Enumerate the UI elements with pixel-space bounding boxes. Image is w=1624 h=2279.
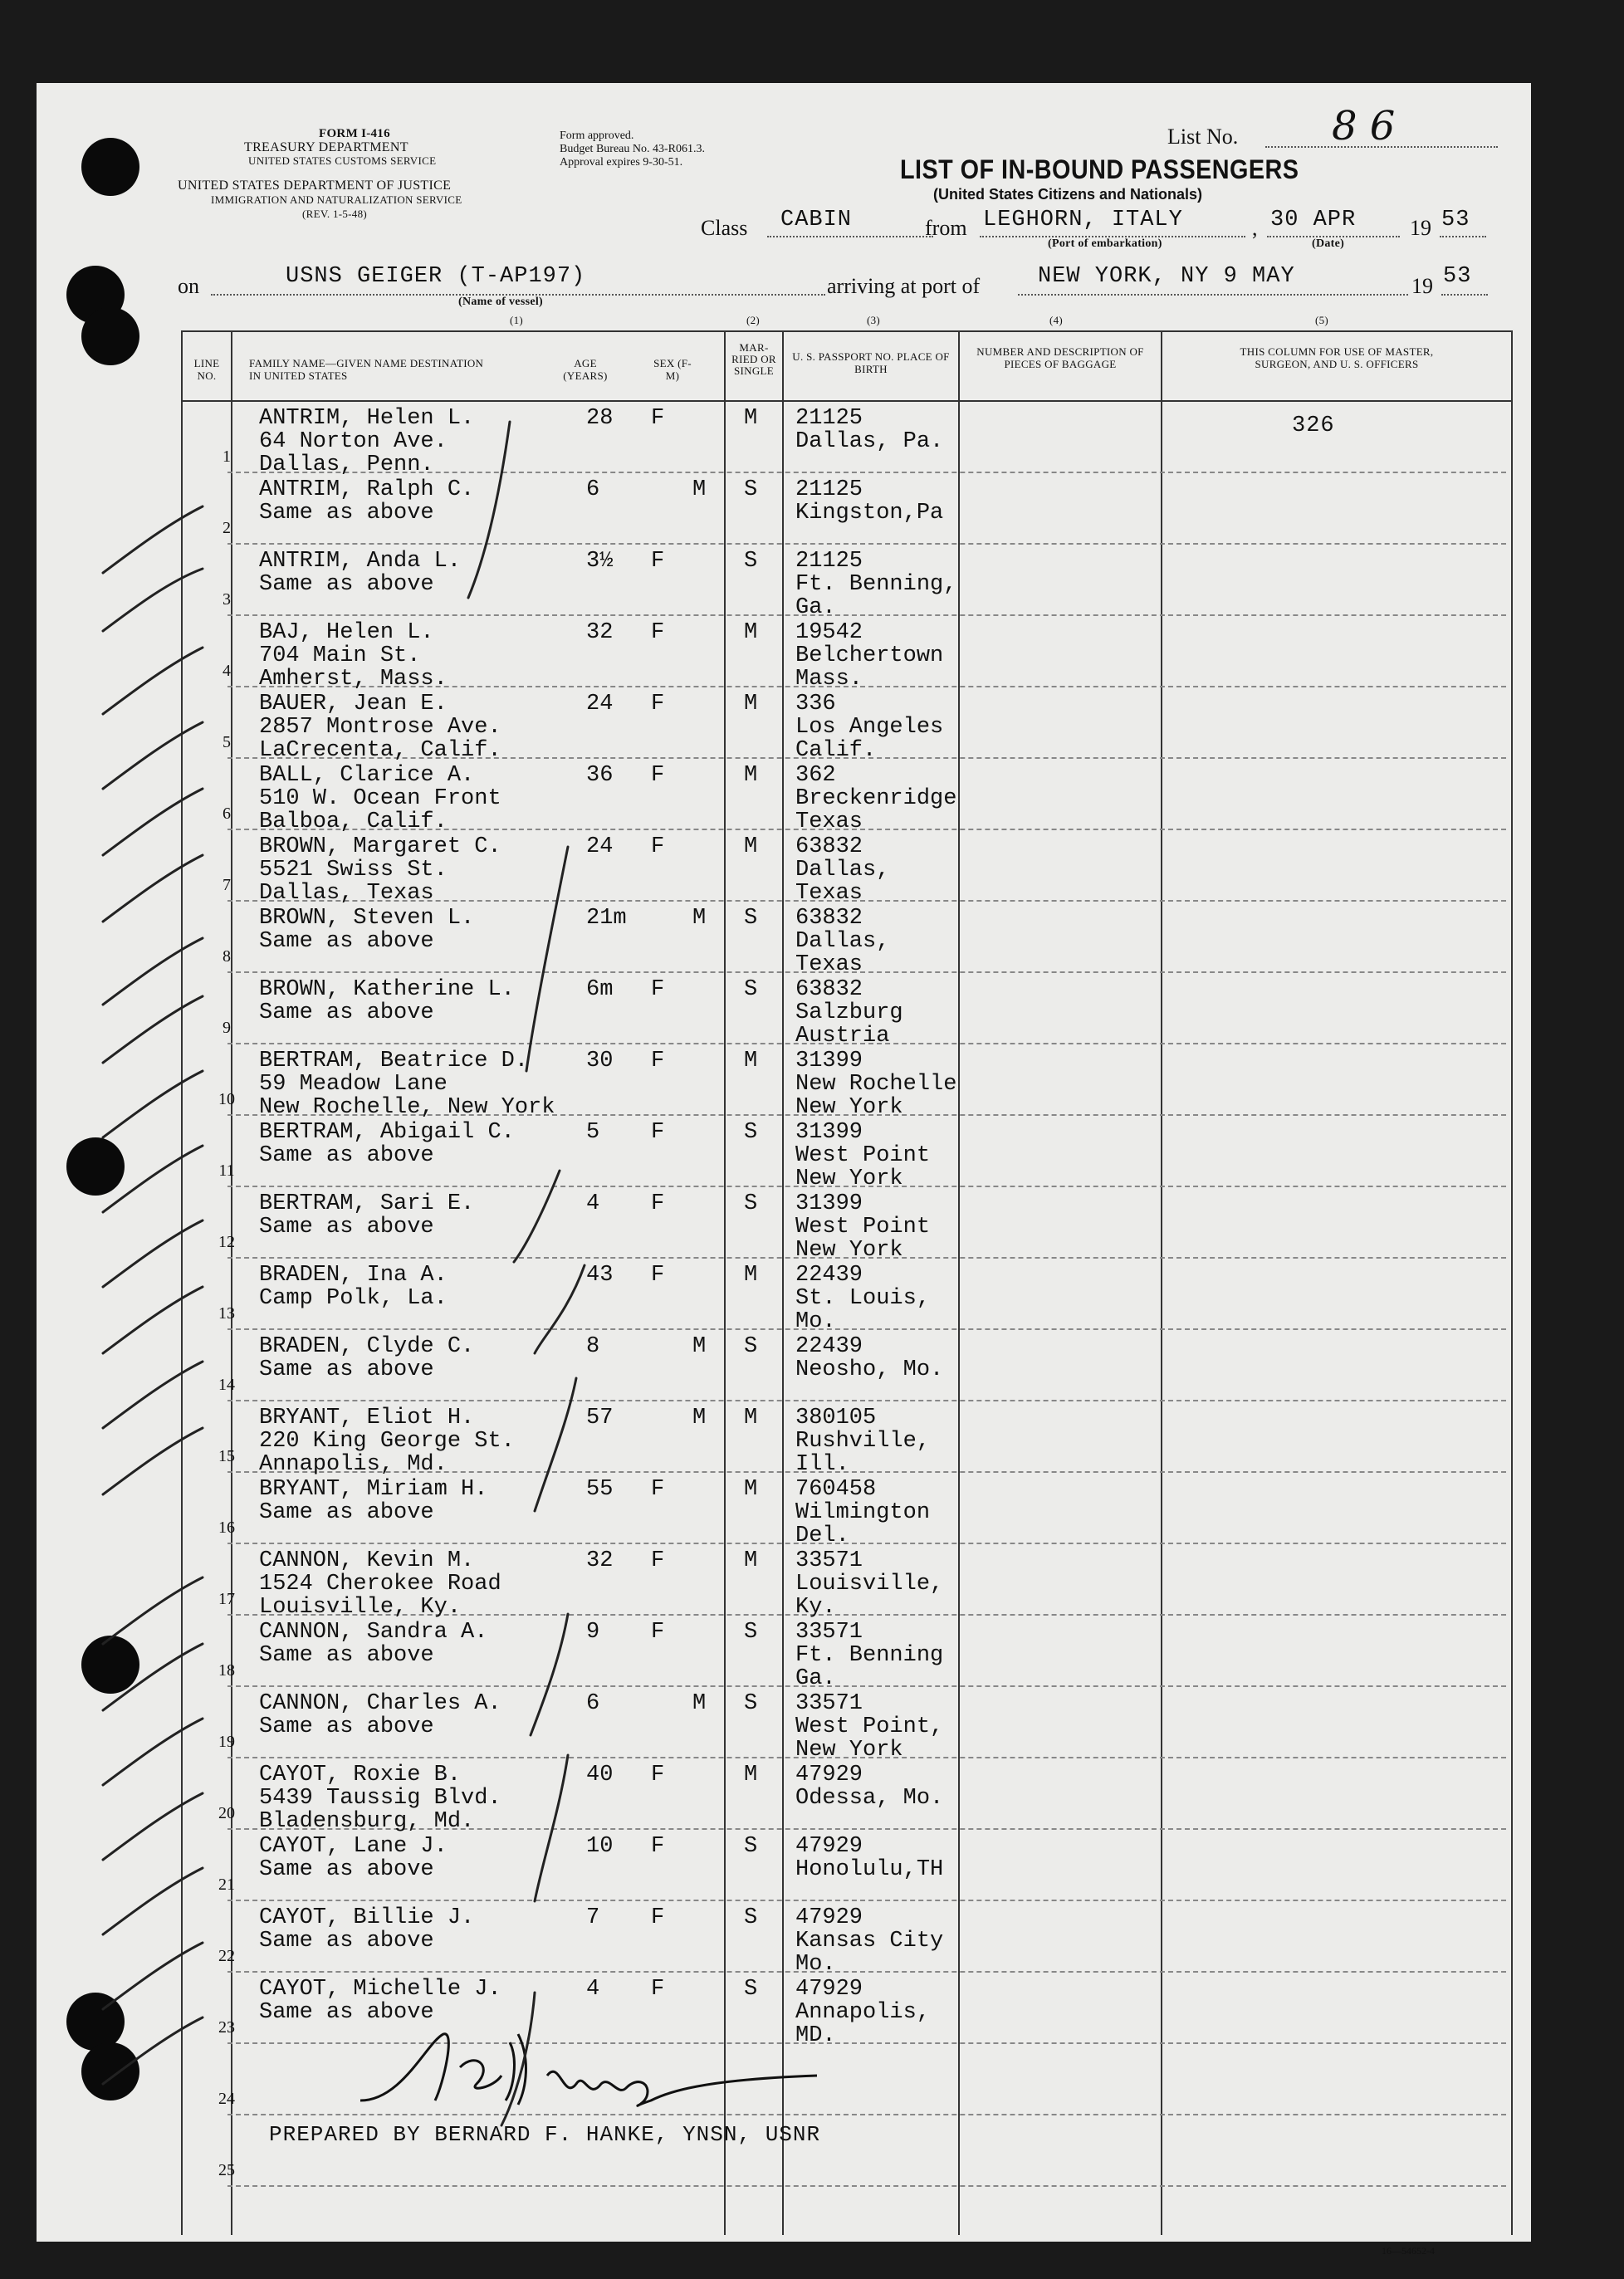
name-line: LaCrecenta, Calif. bbox=[259, 738, 501, 763]
row-line-number: 19 bbox=[218, 1733, 235, 1751]
passport-line: Del. bbox=[795, 1523, 849, 1548]
passenger-sex: F bbox=[651, 1834, 665, 1859]
passenger-sex: F bbox=[651, 1120, 665, 1145]
passenger-sex: F bbox=[651, 763, 665, 788]
passenger-sex: F bbox=[651, 1977, 665, 2002]
name-line: BRYANT, Miriam H. bbox=[259, 1477, 488, 1502]
row-line-number: 18 bbox=[218, 1661, 235, 1680]
passport-line: West Point, bbox=[795, 1714, 944, 1739]
passport-line: Austria bbox=[795, 1024, 890, 1049]
passport-line: 22439 bbox=[795, 1334, 863, 1359]
passport-line: Ky. bbox=[795, 1595, 836, 1620]
class-label: Class bbox=[701, 216, 748, 240]
name-line: Same as above bbox=[259, 1357, 434, 1382]
passport-line: Dallas, bbox=[795, 858, 890, 883]
passenger-marital-status: S bbox=[744, 1120, 758, 1145]
name-line: ANTRIM, Ralph C. bbox=[259, 477, 475, 502]
row-line-number: 15 bbox=[218, 1447, 235, 1465]
name-line: BRADEN, Ina A. bbox=[259, 1263, 448, 1288]
row-line-number: 2 bbox=[223, 519, 231, 537]
name-line: CAYOT, Lane J. bbox=[259, 1834, 448, 1859]
passenger-sex: F bbox=[651, 834, 665, 859]
name-line: Same as above bbox=[259, 1215, 434, 1240]
row-line-number: 7 bbox=[223, 876, 231, 894]
passport-line: 63832 bbox=[795, 977, 863, 1002]
row-line-number: 24 bbox=[218, 2090, 235, 2108]
name-line: Annapolis, Md. bbox=[259, 1452, 448, 1477]
embark-value: LEGHORN, ITALY bbox=[983, 208, 1183, 232]
passenger-age: 32 bbox=[586, 620, 614, 645]
form-sheet bbox=[37, 83, 1531, 2257]
passenger-age: 4 bbox=[586, 1191, 600, 1216]
passport-line: Honolulu,TH bbox=[795, 1857, 944, 1882]
name-line: CAYOT, Michelle J. bbox=[259, 1977, 501, 2002]
name-line: BERTRAM, Abigail C. bbox=[259, 1120, 515, 1145]
row-line-number: 17 bbox=[218, 1590, 235, 1608]
col-num-3: (3) bbox=[867, 314, 881, 326]
row-line-number: 14 bbox=[218, 1376, 235, 1394]
passport-line: Salzburg bbox=[795, 1000, 903, 1025]
passenger-age: 5 bbox=[586, 1120, 600, 1145]
name-line: BROWN, Margaret C. bbox=[259, 834, 501, 859]
passport-line: 380105 bbox=[795, 1406, 877, 1430]
name-line: Same as above bbox=[259, 501, 434, 526]
approval-line-3: Approval expires 9-30-51. bbox=[560, 156, 683, 169]
name-line: Same as above bbox=[259, 1143, 434, 1168]
col-num-2: (2) bbox=[746, 314, 761, 326]
passenger-sex: F bbox=[651, 1548, 665, 1573]
passport-line: MD. bbox=[795, 2023, 836, 2048]
form-subtitle: (United States Citizens and Nationals) bbox=[933, 186, 1203, 203]
revision: (REV. 1-5-48) bbox=[302, 208, 368, 220]
name-line: CAYOT, Billie J. bbox=[259, 1905, 475, 1930]
name-line: Camp Polk, La. bbox=[259, 1286, 448, 1311]
passport-line: 31399 bbox=[795, 1191, 863, 1216]
row-line-number: 3 bbox=[223, 590, 231, 609]
header-passport: U. S. PASSPORT NO. PLACE OF BIRTH bbox=[792, 350, 950, 375]
header-officers: THIS COLUMN FOR USE OF MASTER, SURGEON, AND U. S. OFFICERS bbox=[1240, 345, 1434, 370]
name-line: 510 W. Ocean Front bbox=[259, 786, 501, 811]
passport-line: 63832 bbox=[795, 906, 863, 931]
name-line: Same as above bbox=[259, 1714, 434, 1739]
passport-line: Belchertown bbox=[795, 643, 944, 668]
year-prefix-2: 19 bbox=[1411, 274, 1433, 298]
passenger-age: 10 bbox=[586, 1834, 614, 1859]
passport-line: Mo. bbox=[795, 1952, 836, 1977]
passenger-sex: M bbox=[692, 906, 707, 931]
name-line: 59 Meadow Lane bbox=[259, 1072, 448, 1097]
passenger-age: 3½ bbox=[586, 549, 614, 574]
passenger-sex: F bbox=[651, 1191, 665, 1216]
passenger-marital-status: S bbox=[744, 1191, 758, 1216]
list-no-value: 8 6 bbox=[1332, 103, 1396, 149]
name-line: Balboa, Calif. bbox=[259, 809, 448, 834]
header-sex: SEX (F-M) bbox=[653, 357, 692, 382]
name-line: Same as above bbox=[259, 572, 434, 597]
passenger-age: 24 bbox=[586, 834, 614, 859]
passport-line: Mass. bbox=[795, 667, 863, 692]
passenger-age: 57 bbox=[586, 1406, 614, 1430]
name-line: Same as above bbox=[259, 1857, 434, 1882]
header-married: MAR-RIED OR SINGLE bbox=[731, 341, 776, 377]
name-line: BERTRAM, Sari E. bbox=[259, 1191, 475, 1216]
name-line: Louisville, Ky. bbox=[259, 1595, 462, 1620]
row-line-number: 22 bbox=[218, 1947, 235, 1965]
passenger-marital-status: S bbox=[744, 1834, 758, 1859]
name-line: New Rochelle, New York bbox=[259, 1095, 555, 1120]
from-label: from bbox=[925, 216, 967, 240]
name-line: Same as above bbox=[259, 1500, 434, 1525]
passenger-sex: F bbox=[651, 406, 665, 431]
row-line-number: 16 bbox=[218, 1519, 235, 1537]
row-line-number: 20 bbox=[218, 1804, 235, 1822]
name-line: CANNON, Charles A. bbox=[259, 1691, 501, 1716]
row-line-number: 5 bbox=[223, 733, 231, 751]
comma: , bbox=[1252, 216, 1258, 240]
col-num-4: (4) bbox=[1049, 314, 1064, 326]
name-line: Dallas, Texas bbox=[259, 881, 434, 906]
passport-line: Texas bbox=[795, 809, 863, 834]
passport-line: 336 bbox=[795, 692, 836, 716]
form-number: FORM I-416 bbox=[319, 127, 390, 140]
passenger-age: 32 bbox=[586, 1548, 614, 1573]
passport-line: 22439 bbox=[795, 1263, 863, 1288]
row-line-number: 8 bbox=[223, 947, 231, 966]
passenger-marital-status: M bbox=[744, 1049, 758, 1073]
name-line: 1524 Cherokee Road bbox=[259, 1572, 501, 1597]
passenger-marital-status: M bbox=[744, 763, 758, 788]
name-line: 5439 Taussig Blvd. bbox=[259, 1786, 501, 1811]
passenger-age: 24 bbox=[586, 692, 614, 716]
name-line: CANNON, Kevin M. bbox=[259, 1548, 475, 1573]
passenger-marital-status: M bbox=[744, 1763, 758, 1787]
date-value: 30 APR bbox=[1270, 208, 1357, 232]
passport-line: 33571 bbox=[795, 1548, 863, 1573]
passenger-age: 8 bbox=[586, 1334, 600, 1359]
row-line-number: 6 bbox=[223, 804, 231, 823]
passenger-age: 28 bbox=[586, 406, 614, 431]
approval-line-1: Form approved. bbox=[560, 130, 634, 142]
passport-line: Ga. bbox=[795, 1666, 836, 1691]
col-num-1: (1) bbox=[510, 314, 524, 326]
passport-line: Ill. bbox=[795, 1452, 849, 1477]
name-line: 2857 Montrose Ave. bbox=[259, 715, 501, 740]
passenger-marital-status: M bbox=[744, 1477, 758, 1502]
passport-line: Neosho, Mo. bbox=[795, 1357, 944, 1382]
passport-line: Dallas, bbox=[795, 929, 890, 954]
form-code: 16—54652-4 bbox=[1382, 2245, 1435, 2257]
officer-note: 326 bbox=[1292, 413, 1335, 438]
passport-line: 21125 bbox=[795, 477, 863, 502]
name-line: BRADEN, Clyde C. bbox=[259, 1334, 475, 1359]
name-line: 220 King George St. bbox=[259, 1429, 515, 1454]
form-title: LIST OF IN-BOUND PASSENGERS bbox=[900, 154, 1299, 184]
name-line: Same as above bbox=[259, 1643, 434, 1668]
name-line: Same as above bbox=[259, 1000, 434, 1025]
on-label: on bbox=[178, 274, 199, 298]
date-caption: (Date) bbox=[1312, 237, 1345, 250]
passport-line: Kansas City bbox=[795, 1929, 944, 1954]
row-line-number: 1 bbox=[223, 447, 231, 466]
name-line: ANTRIM, Helen L. bbox=[259, 406, 475, 431]
passenger-sex: M bbox=[692, 477, 707, 502]
passenger-marital-status: M bbox=[744, 620, 758, 645]
name-line: Same as above bbox=[259, 929, 434, 954]
passenger-sex: F bbox=[651, 620, 665, 645]
passport-line: New York bbox=[795, 1738, 903, 1763]
name-line: BRYANT, Eliot H. bbox=[259, 1406, 475, 1430]
passport-line: Ft. Benning bbox=[795, 1643, 944, 1668]
passport-line: 47929 bbox=[795, 1763, 863, 1787]
passenger-age: 4 bbox=[586, 1977, 600, 2002]
passport-line: Kingston,Pa bbox=[795, 501, 944, 526]
row-line-number: 12 bbox=[218, 1233, 235, 1251]
name-line: CANNON, Sandra A. bbox=[259, 1620, 488, 1645]
row-line-number: 11 bbox=[218, 1162, 235, 1180]
passport-line: Annapolis, bbox=[795, 2000, 931, 2025]
passport-line: Los Angeles bbox=[795, 715, 944, 740]
row-line-number: 25 bbox=[218, 2161, 235, 2179]
customs-service: UNITED STATES CUSTOMS SERVICE bbox=[248, 154, 437, 167]
passenger-age: 9 bbox=[586, 1620, 600, 1645]
passenger-marital-status: S bbox=[744, 906, 758, 931]
name-line: BERTRAM, Beatrice D. bbox=[259, 1049, 529, 1073]
list-no-label: List No. bbox=[1167, 125, 1239, 149]
name-line: 704 Main St. bbox=[259, 643, 421, 668]
passenger-sex: F bbox=[651, 977, 665, 1002]
passenger-marital-status: M bbox=[744, 834, 758, 859]
vessel-caption: (Name of vessel) bbox=[458, 296, 543, 308]
header-name: FAMILY NAME—GIVEN NAME DESTINATION IN UNITED STATES bbox=[249, 357, 484, 382]
name-line: Bladensburg, Md. bbox=[259, 1809, 475, 1834]
passenger-sex: M bbox=[692, 1334, 707, 1359]
treasury-dept: TREASURY DEPARTMENT bbox=[244, 140, 408, 154]
name-line: Dallas, Penn. bbox=[259, 452, 434, 477]
passport-line: Texas bbox=[795, 952, 863, 977]
row-line-number: 23 bbox=[218, 2018, 235, 2037]
passport-line: 47929 bbox=[795, 1905, 863, 1930]
col-num-5: (5) bbox=[1315, 314, 1329, 326]
passport-line: Mo. bbox=[795, 1309, 836, 1334]
passenger-age: 7 bbox=[586, 1905, 600, 1930]
name-line: BALL, Clarice A. bbox=[259, 763, 475, 788]
name-line: ANTRIM, Anda L. bbox=[259, 549, 462, 574]
passport-line: Ga. bbox=[795, 595, 836, 620]
name-line: BROWN, Steven L. bbox=[259, 906, 475, 931]
row-line-number: 13 bbox=[218, 1304, 235, 1323]
passport-line: 63832 bbox=[795, 834, 863, 859]
passenger-sex: F bbox=[651, 1905, 665, 1930]
passport-line: New York bbox=[795, 1166, 903, 1191]
passenger-sex: M bbox=[692, 1406, 707, 1430]
passenger-sex: F bbox=[651, 1477, 665, 1502]
name-line: BROWN, Katherine L. bbox=[259, 977, 515, 1002]
passenger-age: 6 bbox=[586, 1691, 600, 1716]
passenger-sex: F bbox=[651, 1049, 665, 1073]
passenger-marital-status: S bbox=[744, 1977, 758, 2002]
passenger-marital-status: M bbox=[744, 406, 758, 431]
passenger-sex: F bbox=[651, 1763, 665, 1787]
passenger-age: 43 bbox=[586, 1263, 614, 1288]
passport-line: 21125 bbox=[795, 406, 863, 431]
passenger-marital-status: M bbox=[744, 1406, 758, 1430]
name-line: 5521 Swiss St. bbox=[259, 858, 448, 883]
passenger-sex: F bbox=[651, 549, 665, 574]
passport-line: Odessa, Mo. bbox=[795, 1786, 944, 1811]
vessel-value: USNS GEIGER (T-AP197) bbox=[286, 264, 586, 289]
passport-line: Ft. Benning, bbox=[795, 572, 957, 597]
prepared-by: PREPARED BY BERNARD F. HANKE, YNSN, USNR bbox=[269, 2122, 821, 2147]
passenger-marital-status: M bbox=[744, 1263, 758, 1288]
arrival-value: NEW YORK, NY 9 MAY bbox=[1038, 264, 1295, 289]
passport-line: Rushville, bbox=[795, 1429, 931, 1454]
passenger-age: 30 bbox=[586, 1049, 614, 1073]
passport-line: 47929 bbox=[795, 1977, 863, 2002]
passenger-age: 6 bbox=[586, 477, 600, 502]
passport-line: Dallas, Pa. bbox=[795, 429, 944, 454]
passport-line: 31399 bbox=[795, 1049, 863, 1073]
year-prefix-1: 19 bbox=[1410, 216, 1431, 240]
passport-line: 31399 bbox=[795, 1120, 863, 1145]
passenger-marital-status: S bbox=[744, 1334, 758, 1359]
name-line: Same as above bbox=[259, 2000, 434, 2025]
passenger-marital-status: S bbox=[744, 1905, 758, 1930]
header-age: AGE (YEARS) bbox=[563, 357, 608, 382]
year-value-2: 53 bbox=[1443, 264, 1472, 289]
passenger-marital-status: S bbox=[744, 1620, 758, 1645]
passport-line: New Rochelle bbox=[795, 1072, 957, 1097]
row-line-number: 9 bbox=[223, 1019, 231, 1037]
name-line: Amherst, Mass. bbox=[259, 667, 448, 692]
passport-line: Texas bbox=[795, 881, 863, 906]
passport-line: Breckenridge bbox=[795, 786, 957, 811]
passport-line: West Point bbox=[795, 1215, 931, 1240]
passenger-age: 36 bbox=[586, 763, 614, 788]
approval-line-2: Budget Bureau No. 43-R061.3. bbox=[560, 143, 705, 155]
year-value-1: 53 bbox=[1441, 208, 1470, 232]
justice-dept: UNITED STATES DEPARTMENT OF JUSTICE bbox=[178, 179, 452, 193]
passenger-sex: F bbox=[651, 1263, 665, 1288]
passport-line: 362 bbox=[795, 763, 836, 788]
passenger-age: 21m bbox=[586, 906, 627, 931]
passport-line: Wilmington bbox=[795, 1500, 931, 1525]
passport-line: New York bbox=[795, 1095, 903, 1120]
passport-line: Louisville, bbox=[795, 1572, 944, 1597]
passport-line: West Point bbox=[795, 1143, 931, 1168]
passport-line: 33571 bbox=[795, 1620, 863, 1645]
name-line: BAUER, Jean E. bbox=[259, 692, 448, 716]
passenger-marital-status: M bbox=[744, 692, 758, 716]
passenger-sex: F bbox=[651, 1620, 665, 1645]
class-value: CABIN bbox=[780, 208, 853, 232]
name-line: CAYOT, Roxie B. bbox=[259, 1763, 462, 1787]
passport-line: St. Louis, bbox=[795, 1286, 931, 1311]
passenger-marital-status: S bbox=[744, 1691, 758, 1716]
passenger-age: 55 bbox=[586, 1477, 614, 1502]
passport-line: 47929 bbox=[795, 1834, 863, 1859]
check-marks-drawing bbox=[37, 83, 1531, 2242]
passenger-sex: M bbox=[692, 1691, 707, 1716]
passport-line: 19542 bbox=[795, 620, 863, 645]
row-line-number: 4 bbox=[223, 662, 231, 680]
passenger-marital-status: M bbox=[744, 1548, 758, 1573]
passport-line: 21125 bbox=[795, 549, 863, 574]
header-line-no: LINE NO. bbox=[193, 357, 220, 382]
arriving-label: arriving at port of bbox=[827, 274, 981, 298]
passenger-age: 40 bbox=[586, 1763, 614, 1787]
name-line: BAJ, Helen L. bbox=[259, 620, 434, 645]
embark-caption: (Port of embarkation) bbox=[1048, 237, 1162, 250]
passenger-age: 6m bbox=[586, 977, 614, 1002]
passport-line: Calif. bbox=[795, 738, 877, 763]
passport-line: 760458 bbox=[795, 1477, 877, 1502]
passport-line: 33571 bbox=[795, 1691, 863, 1716]
header-baggage: NUMBER AND DESCRIPTION OF PIECES OF BAGGAGE bbox=[976, 345, 1144, 370]
passenger-marital-status: S bbox=[744, 549, 758, 574]
passport-line: New York bbox=[795, 1238, 903, 1263]
row-line-number: 21 bbox=[218, 1876, 235, 1894]
passenger-marital-status: S bbox=[744, 477, 758, 502]
row-line-number: 10 bbox=[218, 1090, 235, 1108]
name-line: Same as above bbox=[259, 1929, 434, 1954]
passenger-sex: F bbox=[651, 692, 665, 716]
passenger-marital-status: S bbox=[744, 977, 758, 1002]
name-line: 64 Norton Ave. bbox=[259, 429, 448, 454]
ins-service: IMMIGRATION AND NATURALIZATION SERVICE bbox=[211, 193, 462, 206]
